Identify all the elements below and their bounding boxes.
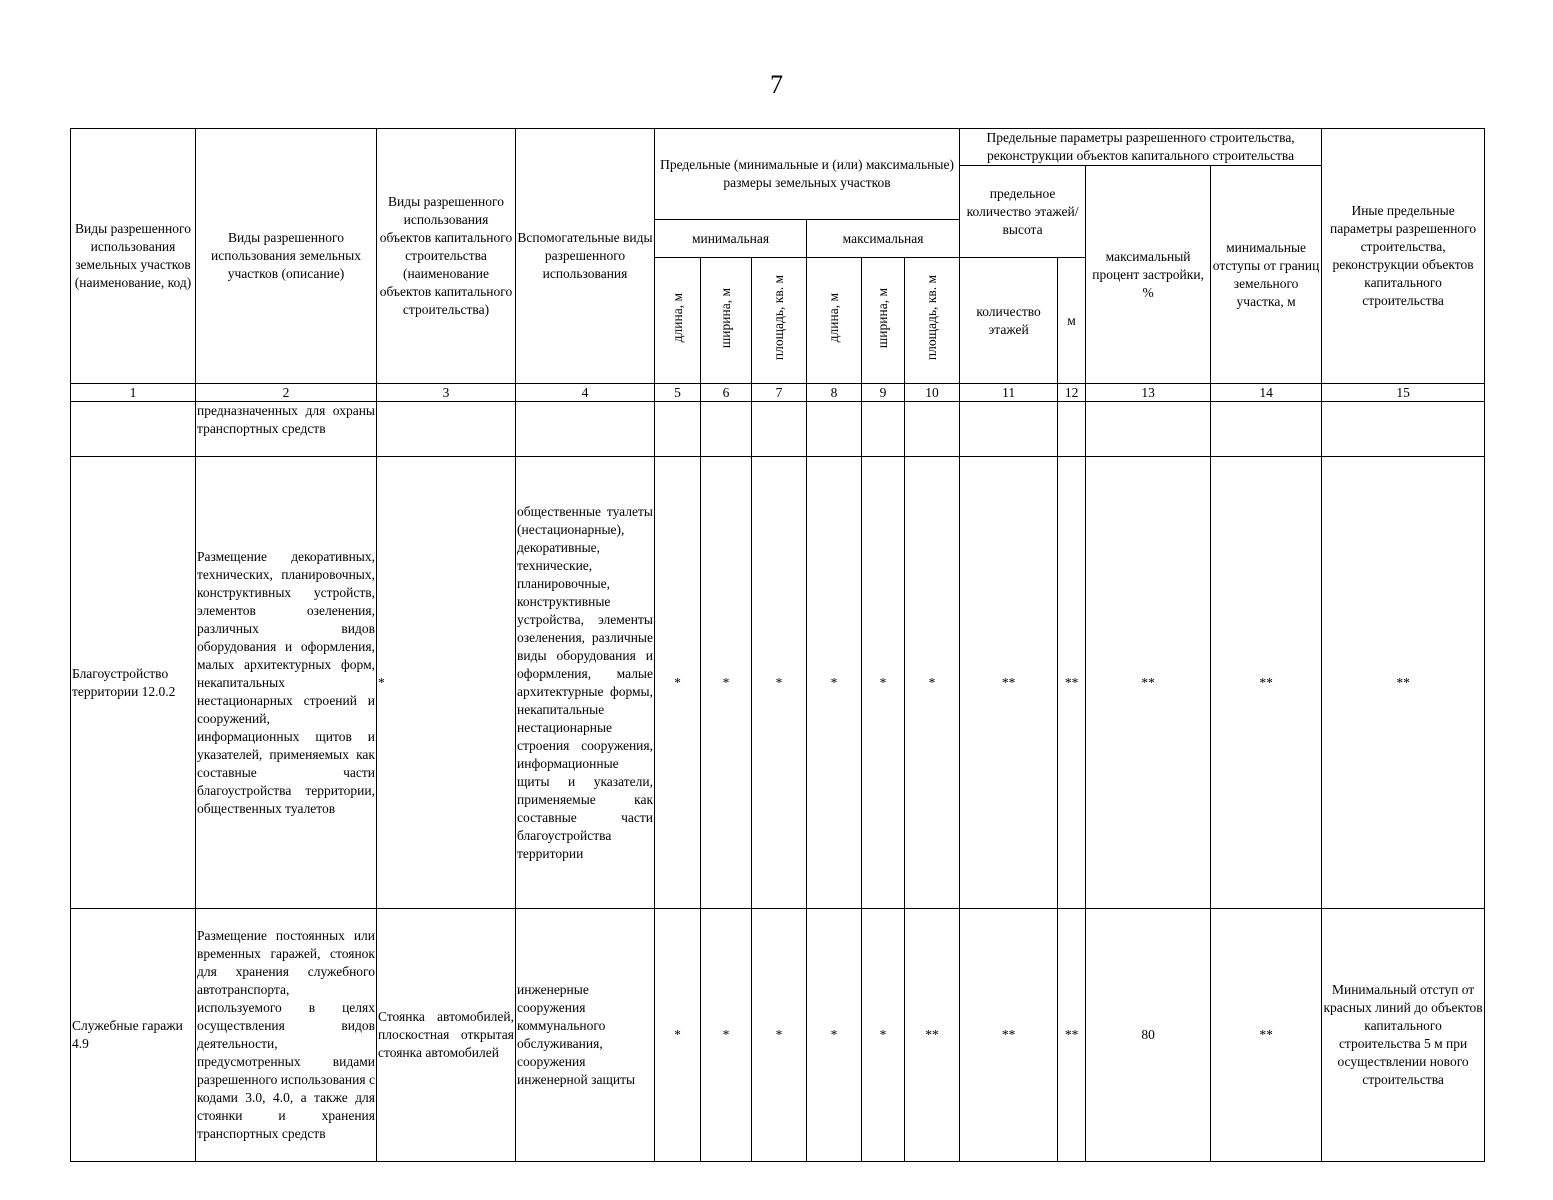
- column-number: 8: [807, 384, 862, 402]
- cell-value: [701, 402, 752, 457]
- cell-value: *: [862, 909, 905, 1162]
- column-number: 3: [377, 384, 516, 402]
- column-number: 11: [960, 384, 1058, 402]
- header-max-percent: максимальный процент застройки, %: [1086, 166, 1211, 384]
- cell-value: *: [752, 909, 807, 1162]
- cell-value: [905, 402, 960, 457]
- cell-value: [807, 402, 862, 457]
- column-number: 7: [752, 384, 807, 402]
- cell-capital: *: [377, 457, 516, 909]
- cell-value: Минимальный отступ от красных линий до объектов капитального строительства 5 м при осуществлении нового строительства: [1322, 909, 1485, 1162]
- cell-value: [1211, 402, 1322, 457]
- cell-value: **: [960, 909, 1058, 1162]
- cell-value: 80: [1086, 909, 1211, 1162]
- column-number: 14: [1211, 384, 1322, 402]
- column-number: 2: [196, 384, 377, 402]
- page-number: 7: [770, 70, 783, 99]
- column-number: 6: [701, 384, 752, 402]
- cell-value: **: [1086, 457, 1211, 909]
- cell-auxiliary: общественные туалеты (нестационарные), декоративные, технические, планировочные, конструктивные устройства, элементы озеленения, различные виды оборудования и оформления, малые архитектурные формы, некапитальные нестационарные строения сооружения, информационные щиты и указатели, применяемые как составные части благоустройства территории: [516, 457, 655, 909]
- table-row: [71, 457, 1485, 909]
- cell-value: [862, 402, 905, 457]
- cell-description: предназначенных для охраны транспортных средств: [196, 402, 377, 457]
- column-numbers-row: [71, 384, 1485, 402]
- cell-value: **: [1058, 457, 1086, 909]
- regulations-table: [70, 128, 1485, 1162]
- cell-value: *: [752, 457, 807, 909]
- cell-value: *: [701, 457, 752, 909]
- cell-capital: Стоянка автомобилей, плоскостная открытая стоянка автомобилей: [377, 909, 516, 1162]
- cell-value: **: [960, 457, 1058, 909]
- cell-value: [752, 402, 807, 457]
- cell-value: [1322, 402, 1485, 457]
- cell-description: Размещение декоративных, технических, планировочных, конструктивных устройств, элементов озеленения, различных видов оборудования и оформления, малых архитектурных форм, некапитальных нестационарных строений и сооружений, информационных щитов и указателей, применяемых как составные части благоустройства территории, общественных туалетов: [196, 457, 377, 909]
- header-min-length: длина, м: [655, 258, 701, 384]
- header-auxiliary-use: Вспомогательные виды разрешенного использования: [516, 129, 655, 384]
- cell-name: Служебные гаражи 4.9: [71, 909, 196, 1162]
- column-number: 12: [1058, 384, 1086, 402]
- header-maximal: максимальная: [807, 220, 960, 258]
- header-min-width: ширина, м: [701, 258, 752, 384]
- header-min-area: площадь, кв. м: [752, 258, 807, 384]
- table-row: [71, 909, 1485, 1162]
- header-plot-size-limits: Предельные (минимальные и (или) максимальные) размеры земельных участков: [655, 129, 960, 220]
- cell-name: Благоустройство территории 12.0.2: [71, 457, 196, 909]
- cell-value: *: [655, 457, 701, 909]
- column-number: 4: [516, 384, 655, 402]
- column-number: 13: [1086, 384, 1211, 402]
- cell-name: [71, 402, 196, 457]
- cell-value: *: [862, 457, 905, 909]
- cell-capital: [377, 402, 516, 457]
- cell-value: *: [655, 909, 701, 1162]
- header-max-length: длина, м: [807, 258, 862, 384]
- header-min-setback: минимальные отступы от границ земельного участка, м: [1211, 166, 1322, 384]
- column-number: 15: [1322, 384, 1485, 402]
- header-capital-construction: Виды разрешенного использования объектов капитального строительства (наименование объектов капитального строительства): [377, 129, 516, 384]
- cell-value: [1058, 402, 1086, 457]
- header-other-params: Иные предельные параметры разрешенного строительства, реконструкции объектов капитального строительства: [1322, 129, 1485, 384]
- header-max-area: площадь, кв. м: [905, 258, 960, 384]
- header-meters: м: [1058, 258, 1086, 384]
- header-construction-params: Предельные параметры разрешенного строительства, реконструкции объектов капитального строительства: [960, 129, 1322, 166]
- column-number: 9: [862, 384, 905, 402]
- cell-value: *: [807, 457, 862, 909]
- cell-value: **: [1058, 909, 1086, 1162]
- header-minimal: минимальная: [655, 220, 807, 258]
- column-number: 1: [71, 384, 196, 402]
- table-row: [71, 402, 1485, 457]
- table-header: [71, 129, 1485, 402]
- cell-value: **: [1211, 909, 1322, 1162]
- cell-value: *: [701, 909, 752, 1162]
- cell-value: **: [905, 909, 960, 1162]
- cell-value: **: [1322, 457, 1485, 909]
- cell-value: **: [1211, 457, 1322, 909]
- cell-value: [655, 402, 701, 457]
- header-floors-height: предельное количество этажей/высота: [960, 166, 1086, 258]
- cell-value: *: [905, 457, 960, 909]
- column-number: 5: [655, 384, 701, 402]
- cell-description: Размещение постоянных или временных гаражей, стоянок для хранения служебного автотранспорта, используемого в целях осуществления видов деятельности, предусмотренных видами разрешенного использования с кодами 3.0, 4.0, а также для стоянки и хранения транспортных средств: [196, 909, 377, 1162]
- cell-value: [1086, 402, 1211, 457]
- header-land-use-name: Виды разрешенного использования земельных участков (наименование, код): [71, 129, 196, 384]
- header-floors: количество этажей: [960, 258, 1058, 384]
- header-land-use-description: Виды разрешенного использования земельных участков (описание): [196, 129, 377, 384]
- cell-value: *: [807, 909, 862, 1162]
- cell-auxiliary: [516, 402, 655, 457]
- header-max-width: ширина, м: [862, 258, 905, 384]
- cell-value: [960, 402, 1058, 457]
- column-number: 10: [905, 384, 960, 402]
- cell-auxiliary: инженерные сооружения коммунального обслуживания, сооружения инженерной защиты: [516, 909, 655, 1162]
